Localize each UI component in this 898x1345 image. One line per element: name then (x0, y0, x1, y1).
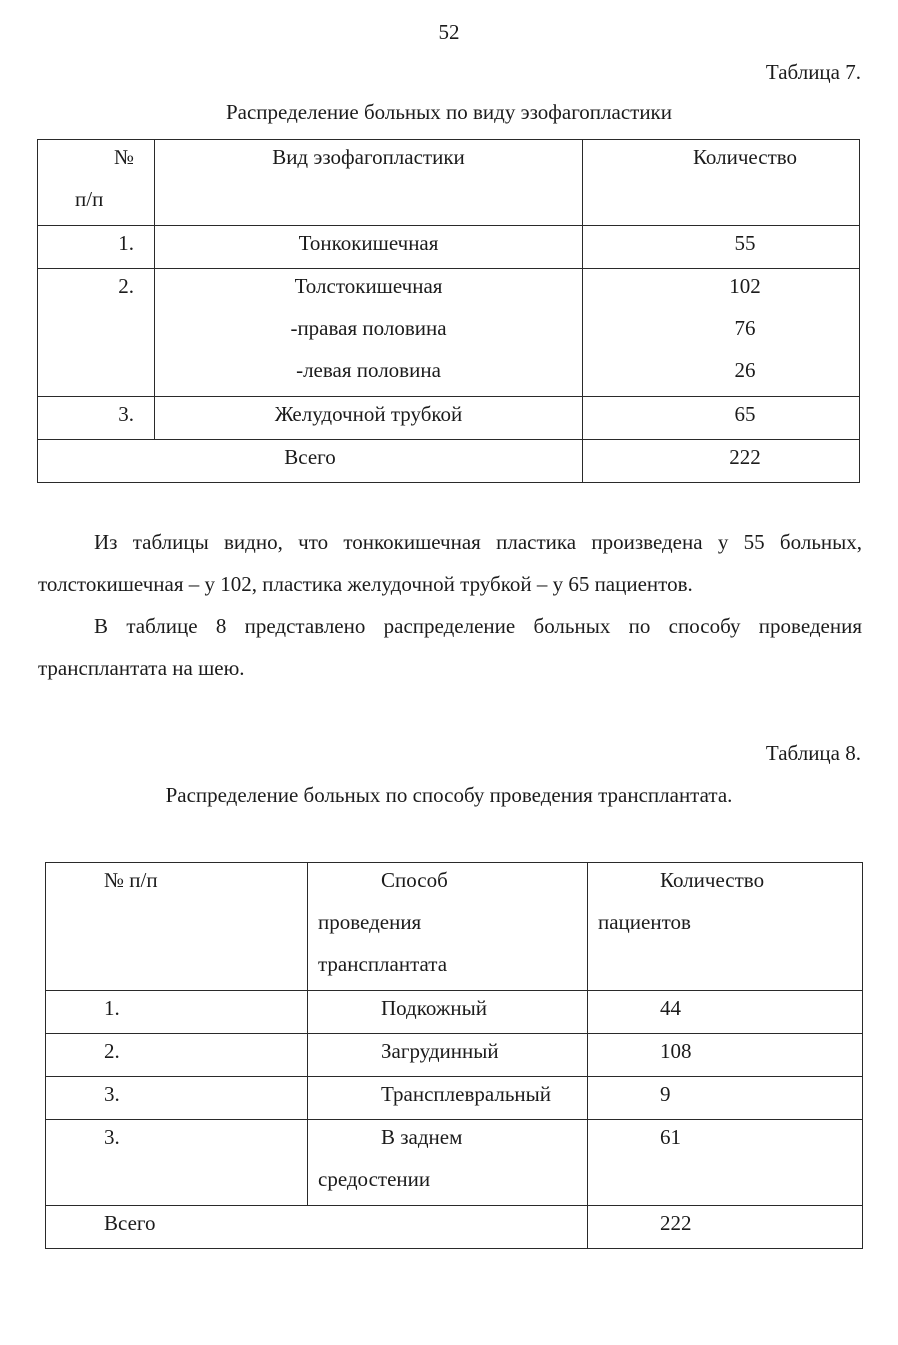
table8-row3-method: Трансплевральный (308, 1077, 588, 1120)
table7-header-count: Количество (583, 140, 860, 226)
table7-header-type: Вид эзофагопластики (155, 140, 583, 226)
table-row (46, 1120, 863, 1206)
table8-total-row (46, 1206, 863, 1249)
table7-header-num: № п/п (38, 140, 155, 226)
table7-row1-type: Тонкокишечная (155, 226, 583, 269)
table8-row2-method: Загрудинный (308, 1034, 588, 1077)
table8-caption: Таблица 8. (765, 741, 861, 765)
table8-row4-count: 61 (588, 1120, 863, 1206)
table-row (46, 1034, 863, 1077)
table8-row3-num: 3. (46, 1077, 308, 1120)
paragraph-2: В таблице 8 представлено распределение больных по способу проведения трансплантата на шею. (38, 614, 862, 680)
table8-row1-method: Подкожный (308, 991, 588, 1034)
table8-row1-num: 1. (46, 991, 308, 1034)
table7-row1-num: 1. (38, 226, 155, 269)
table7-caption: Таблица 7. (765, 60, 861, 84)
table-row (46, 991, 863, 1034)
table8-title: Распределение больных по способу проведения трансплантата. (165, 783, 733, 807)
table-row (46, 1077, 863, 1120)
table8-row1-count: 44 (588, 991, 863, 1034)
table8-header-count: Количество пациентов (588, 863, 863, 991)
table7-row3-count: 65 (583, 397, 860, 440)
paragraph-1: Из таблицы видно, что тонкокишечная пластика произведена у 55 больных, толстокишечная – у 102, пластика желудочной трубкой – у 65 пациентов. (38, 530, 862, 596)
table8-header-row (46, 863, 863, 991)
table-row (38, 397, 860, 440)
table8-row2-count: 108 (588, 1034, 863, 1077)
table7-row2-count: 102 76 26 (583, 269, 860, 397)
page-number: 52 (438, 20, 460, 44)
table8-row4-method: В заднем средостении (308, 1120, 588, 1206)
table8-row3-count: 9 (588, 1077, 863, 1120)
table7-row3-num: 3. (38, 397, 155, 440)
table7-total-count: 222 (583, 440, 860, 483)
table7-row2-num: 2. (38, 269, 155, 397)
table8-row4-num: 3. (46, 1120, 308, 1206)
table-row (38, 269, 860, 397)
table7-total-label: Всего (38, 440, 583, 483)
table-row (38, 226, 860, 269)
body-text (38, 521, 862, 689)
table8-total-label: Всего (46, 1206, 588, 1249)
table7-row2-type: Толстокишечная -правая половина -левая половина (155, 269, 583, 397)
table8-header-method: Способ проведения трансплантата (308, 863, 588, 991)
table8-header-num: № п/п (46, 863, 308, 991)
table7-total-row (38, 440, 860, 483)
table8-total-count: 222 (588, 1206, 863, 1249)
table7-row3-type: Желудочной трубкой (155, 397, 583, 440)
table8-row2-num: 2. (46, 1034, 308, 1077)
table7-row1-count: 55 (583, 226, 860, 269)
table-8 (45, 862, 863, 1249)
table7-header-row (38, 140, 860, 226)
table-7 (37, 139, 860, 483)
table7-title: Распределение больных по виду эзофагопластики (225, 100, 672, 124)
